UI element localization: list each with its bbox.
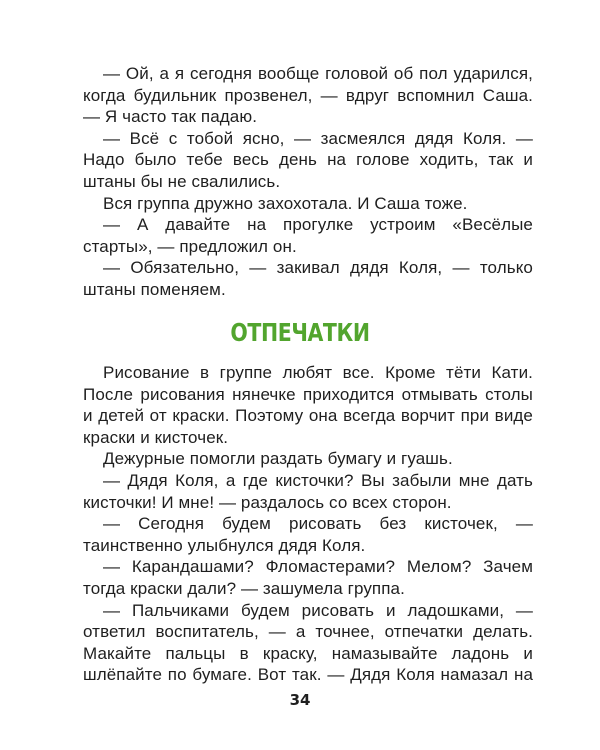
paragraph: — Пальчиками будем рисовать и ладошками, — ответил воспитатель, — а точнее, отпечатки делать. Макайте пальцы в краску, намазывайте ладонь и шлёпайте по бумаге. Вот так. — Дядя Коля намазал на (83, 600, 533, 685)
paragraph: — Обязательно, — закивал дядя Коля, — только штаны поменяем. (83, 258, 533, 299)
paragraph: — Сегодня будем рисовать без кисточек, — таинственно улыбнулся дядя Коля. (83, 514, 533, 555)
paragraph: — Ой, а я сегодня вообще головой об пол ударился, когда будильник прозвенел, — вдруг вспомнил Саша. — Я часто так падаю. (83, 64, 533, 127)
page-number: 34 (289, 691, 311, 709)
chapter-text (83, 362, 533, 686)
chapter-title: ОТПЕЧАТКИ (230, 318, 370, 347)
paragraph: Дежурные помогли раздать бумагу и гуашь. (103, 449, 453, 469)
paragraph: — Карандашами? Фломастерами? Мелом? Зачем тогда краски дали? — зашумела группа. (83, 557, 533, 598)
paragraph: Вся группа дружно захохотала. И Саша тоже. (103, 193, 468, 213)
story-continuation (83, 63, 533, 301)
paragraph: — Всё с тобой ясно, — засмеялся дядя Коля. — Надо было тебе весь день на голове ходить, так и штаны бы не свалились. (83, 128, 533, 191)
paragraph: Рисование в группе любят все. Кроме тёти Кати. После рисования нянечке приходится отмывать столы и детей от краски. Поэтому она всегда ворчит при виде краски и кисточек. (83, 363, 533, 447)
paragraph: — Дядя Коля, а где кисточки? Вы забыли мне дать кисточки! И мне! — раздалось со всех сторон. (83, 470, 533, 512)
paragraph: — А давайте на прогулке устроим «Весёлые старты», — предложил он. (83, 215, 533, 256)
